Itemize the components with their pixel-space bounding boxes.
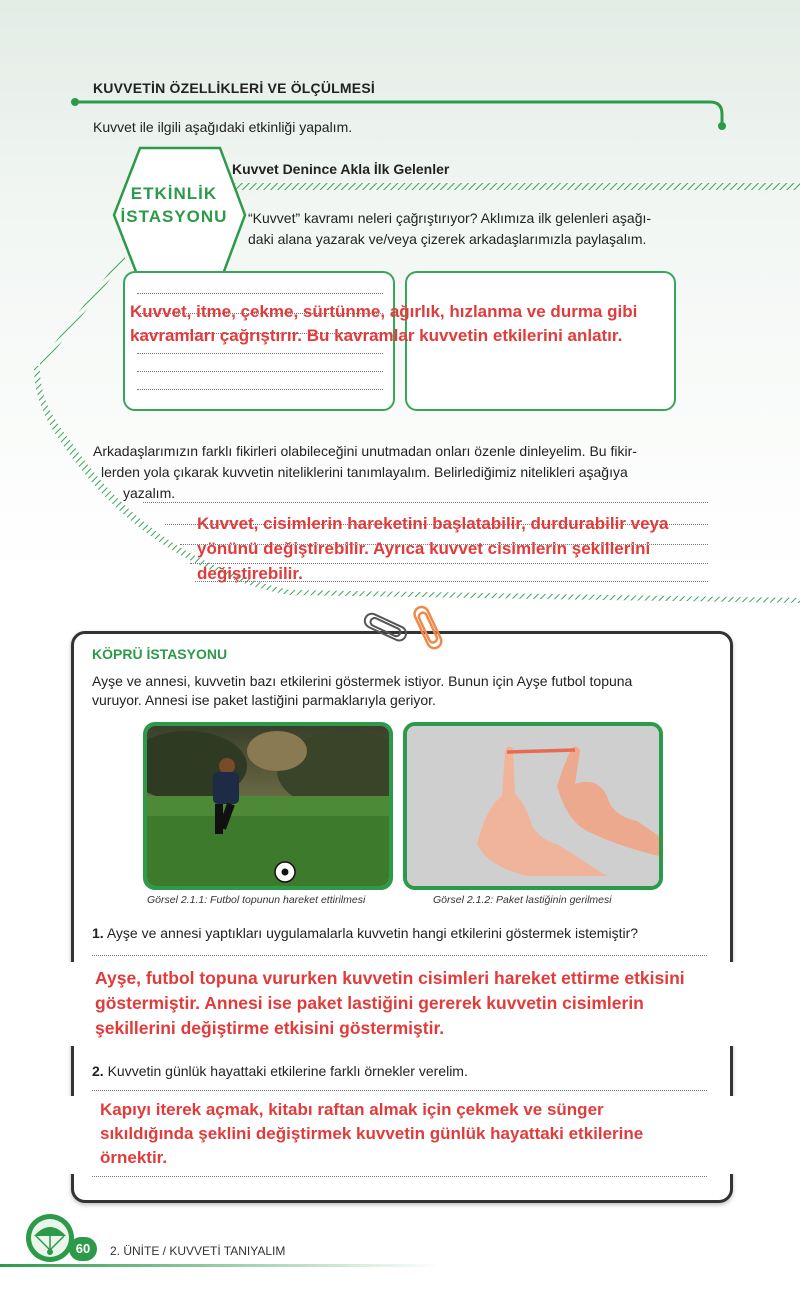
question-1 xyxy=(92,925,717,941)
paragraph-line2: lerden yola çıkarak kuvvetin niteliklerini tanımlayalım. Belirlediğimiz nitelikleri aşağıya xyxy=(101,464,628,480)
activity-badge-line1: ETKİNLİK xyxy=(130,184,218,203)
answer-2-line1: Kapıyı iterek açmak, kitabı raftan almak için çekmek ve sünger xyxy=(100,1100,604,1119)
q2-write-line-2[interactable] xyxy=(92,1176,707,1177)
activity-instructions-line1: “Kuvvet” kavramı neleri çağrıştırıyor? Aklımıza ilk gelenleri aşağı- xyxy=(248,210,652,226)
activity-badge-line2: İSTASYONU xyxy=(120,207,228,226)
paragraph-answer-line3: değiştirebilir. xyxy=(197,564,303,583)
activity-badge xyxy=(118,182,230,228)
question-2-text: Kuvvetin günlük hayattaki etkilerine farklı örnekler verelim. xyxy=(107,1063,468,1079)
answer-1-line2: göstermiştir. Annesi ise paket lastiğini gererek kuvvetin cisimlerin xyxy=(95,993,644,1013)
bridge-intro-line2: vuruyor. Annesi ise paket lastiğini parmaklarıyla geriyor. xyxy=(92,692,436,708)
question-2 xyxy=(92,1063,717,1079)
answer-2-line2: sıkıldığında şeklini değiştirmek kuvvetin günlük hayattaki etkilerine xyxy=(100,1124,644,1143)
instructions-paragraph xyxy=(93,441,713,504)
activity-instructions-line2: daki alana yazarak ve/veya çizerek arkadaşlarımızla paylaşalım. xyxy=(248,231,647,247)
activity-answer xyxy=(130,300,730,348)
section-heading: KUVVETİN ÖZELLİKLERİ VE ÖLÇÜLMESİ xyxy=(93,80,375,96)
paragraph-answer-line2: yönünü değiştirebilir. Ayrıca kuvvet cisimlerin şekillerini xyxy=(197,539,651,558)
answer-1 xyxy=(95,966,775,1041)
paragraph-answer-line1: Kuvvet, cisimlerin hareketini başlatabilir, durdurabilir veya xyxy=(197,514,669,533)
answer-1-line3: şekillerini değiştirme etkisini göstermiştir. xyxy=(95,1018,445,1038)
rubber-band-photo xyxy=(403,722,663,890)
footer-unit-title: 2. ÜNİTE / KUVVETİ TANIYALIM xyxy=(110,1244,286,1258)
section-intro: Kuvvet ile ilgili aşağıdaki etkinliği yapalım. xyxy=(93,119,353,135)
q1-write-line[interactable] xyxy=(92,955,707,956)
activity-title: Kuvvet Denince Akla İlk Gelenler xyxy=(232,161,450,177)
answer-1-line1: Ayşe, futbol topuna vururken kuvvetin cisimleri hareket ettirme etkisini xyxy=(95,968,685,988)
caption-rubber-band: Görsel 2.1.2: Paket lastiğinin gerilmesi xyxy=(433,894,612,906)
paragraph-answer xyxy=(197,511,737,586)
parachute-icon xyxy=(30,1218,70,1258)
paragraph-line1: Arkadaşlarımızın farklı fikirleri olabileceğini unutmadan onları özenle dinleyelim. Bu fikir- xyxy=(93,443,637,459)
question-1-number: 1. xyxy=(92,925,104,941)
write-line-1[interactable] xyxy=(143,502,708,503)
answer-2 xyxy=(100,1098,770,1170)
bridge-intro xyxy=(92,672,712,710)
page-number: 60 xyxy=(69,1237,97,1261)
paperclip-icons xyxy=(355,604,450,652)
bridge-intro-line1: Ayşe ve annesi, kuvvetin bazı etkilerini göstermek istiyor. Bunun için Ayşe futbol topuna xyxy=(92,673,633,689)
caption-soccer: Görsel 2.1.1: Futbol topunun hareket ettirilmesi xyxy=(147,894,366,906)
paragraph-line3: yazalım. xyxy=(123,485,176,501)
activity-answer-line1: Kuvvet, itme, çekme, sürtünme, ağırlık, hızlanma ve durma gibi xyxy=(130,302,638,321)
q2-write-line[interactable] xyxy=(92,1090,707,1091)
soccer-photo xyxy=(143,722,393,890)
answer-2-line3: örnektir. xyxy=(100,1148,168,1167)
activity-answer-line2: kavramları çağrıştırır. Bu kavramlar kuvvetin etkilerini anlatır. xyxy=(130,326,623,345)
question-1-text: Ayşe ve annesi yaptıkları uygulamalarla kuvvetin hangi etkilerini göstermek istemiştir? xyxy=(106,925,639,941)
bridge-title: KÖPRÜ İSTASYONU xyxy=(92,646,228,662)
activity-instructions xyxy=(248,208,718,250)
question-2-number: 2. xyxy=(92,1063,104,1079)
